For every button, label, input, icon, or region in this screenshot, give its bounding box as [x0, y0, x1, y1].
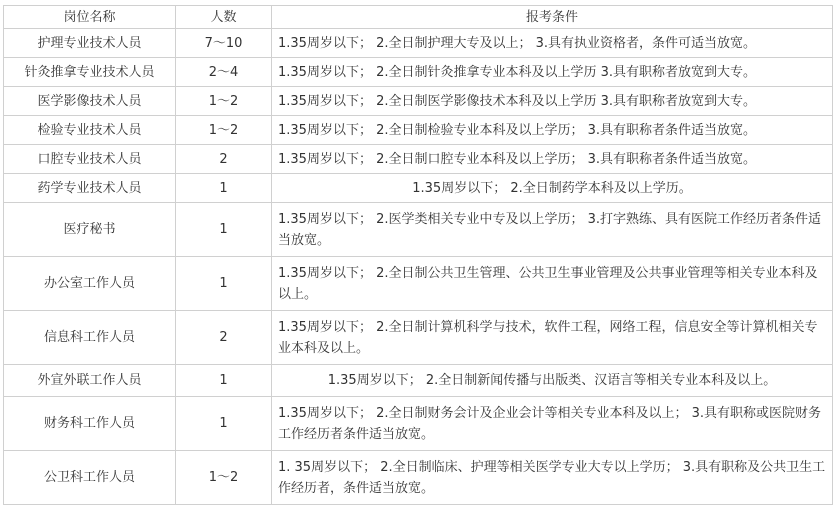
position-cell: 医学影像技术人员 — [4, 87, 176, 116]
table-row — [4, 203, 833, 257]
requirements-cell: 1.35周岁以下； 2.全日制检验专业本科及以上学历； 3.具有职称者条件适当放宽。 — [272, 116, 833, 145]
table-row — [4, 397, 833, 451]
table-row — [4, 87, 833, 116]
count-cell: 7～10 — [176, 29, 272, 58]
requirements-cell: 1.35周岁以下； 2.全日制计算机科学与技术，软件工程，网络工程，信息安全等计算机相关专业本科及以上。 — [272, 311, 833, 365]
position-cell: 信息科工作人员 — [4, 311, 176, 365]
table-row — [4, 58, 833, 87]
count-cell: 1～2 — [176, 87, 272, 116]
count-cell: 2 — [176, 311, 272, 365]
requirements-cell: 1.35周岁以下； 2.全日制新闻传播与出版类、汉语言等相关专业本科及以上。 — [272, 365, 833, 397]
table-row — [4, 257, 833, 311]
requirements-cell: 1.35周岁以下； 2.全日制公共卫生管理、公共卫生事业管理及公共事业管理等相关专业本科及以上。 — [272, 257, 833, 311]
position-cell: 外宣外联工作人员 — [4, 365, 176, 397]
count-cell: 1 — [176, 203, 272, 257]
table-row — [4, 451, 833, 505]
position-cell: 药学专业技术人员 — [4, 174, 176, 203]
header-requirements: 报考条件 — [272, 6, 833, 29]
count-cell: 1～2 — [176, 451, 272, 505]
count-cell: 1 — [176, 365, 272, 397]
count-cell: 2～4 — [176, 58, 272, 87]
table-header-row — [4, 6, 833, 29]
table-row — [4, 365, 833, 397]
count-cell: 1～2 — [176, 116, 272, 145]
requirements-cell: 1.35周岁以下； 2.医学类相关专业中专及以上学历； 3.打字熟练、具有医院工作经历者条件适当放宽。 — [272, 203, 833, 257]
count-cell: 1 — [176, 257, 272, 311]
count-cell: 1 — [176, 174, 272, 203]
requirements-cell: 1.35周岁以下； 2.全日制财务会计及企业会计等相关专业本科及以上； 3.具有职称或医院财务工作经历者条件适当放宽。 — [272, 397, 833, 451]
requirements-cell: 1.35周岁以下； 2.全日制药学本科及以上学历。 — [272, 174, 833, 203]
table-row — [4, 29, 833, 58]
position-cell: 口腔专业技术人员 — [4, 145, 176, 174]
requirements-cell: 1.35周岁以下； 2.全日制护理大专及以上； 3.具有执业资格者，条件可适当放宽。 — [272, 29, 833, 58]
requirements-cell: 1. 35周岁以下； 2.全日制临床、护理等相关医学专业大专以上学历； 3.具有职称及公共卫生工作经历者，条件适当放宽。 — [272, 451, 833, 505]
position-cell: 针灸推拿专业技术人员 — [4, 58, 176, 87]
requirements-cell: 1.35周岁以下； 2.全日制口腔专业本科及以上学历； 3.具有职称者条件适当放宽。 — [272, 145, 833, 174]
count-cell: 2 — [176, 145, 272, 174]
requirements-cell: 1.35周岁以下； 2.全日制医学影像技术本科及以上学历 3.具有职称者放宽到大专。 — [272, 87, 833, 116]
position-cell: 办公室工作人员 — [4, 257, 176, 311]
position-cell: 公卫科工作人员 — [4, 451, 176, 505]
position-cell: 医疗秘书 — [4, 203, 176, 257]
header-position: 岗位名称 — [4, 6, 176, 29]
table-row — [4, 311, 833, 365]
position-cell: 检验专业技术人员 — [4, 116, 176, 145]
count-cell: 1 — [176, 397, 272, 451]
recruitment-table — [3, 5, 833, 505]
position-cell: 财务科工作人员 — [4, 397, 176, 451]
header-count: 人数 — [176, 6, 272, 29]
table-row — [4, 145, 833, 174]
position-cell: 护理专业技术人员 — [4, 29, 176, 58]
table-row — [4, 174, 833, 203]
table-row — [4, 116, 833, 145]
requirements-cell: 1.35周岁以下； 2.全日制针灸推拿专业本科及以上学历 3.具有职称者放宽到大专。 — [272, 58, 833, 87]
